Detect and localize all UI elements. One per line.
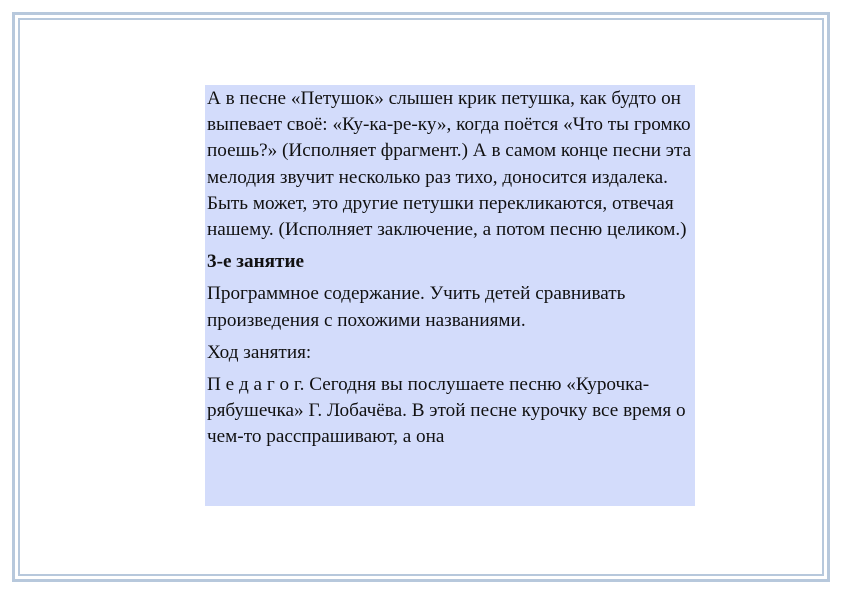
text-box	[205, 85, 695, 506]
paragraph-song-petushok: А в песне «Петушок» слышен крик петушка, как будто он выпевает своё: «Ку-ка-ре-ку», когда поётся «Что ты громко поешь?» (Исполняет фрагмент.) А в самом конце песни эта мелодия звучит несколько раз тихо, доносится издалека. Быть может, это другие петушки перекликаются, отвечая нашему. (Исполняет заключение, а потом песню целиком.)	[207, 88, 692, 241]
paragraph-lesson-course: Ход занятия:	[207, 341, 312, 363]
paragraph-program-content: Программное содержание. Учить детей сравнивать произведения с похожими названиями.	[207, 283, 626, 331]
paragraph-teacher-speech: П е д а г о г. Сегодня вы послушаете песню «Курочка-рябушечка» Г. Лобачёва. В этой песне курочку все время о чем-то расспрашивают, а она	[207, 374, 686, 448]
lesson-heading: 3-е занятие	[207, 251, 305, 273]
